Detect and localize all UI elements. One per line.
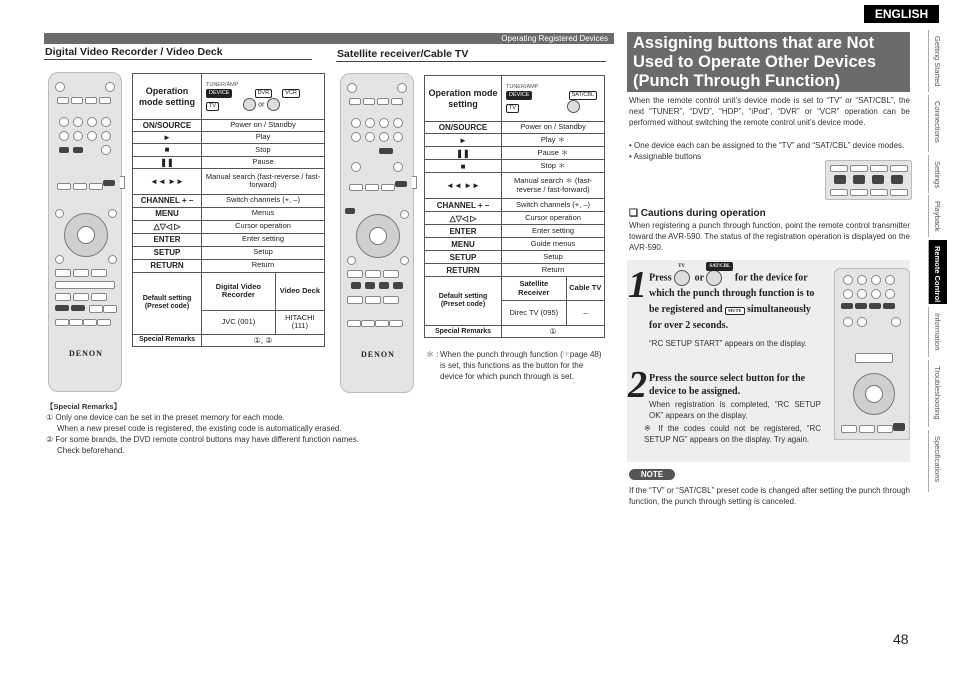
side-tab-label: Troubleshooting xyxy=(933,366,942,420)
sat-row-function: Enter setting xyxy=(502,225,605,238)
side-tab-settings[interactable] xyxy=(928,155,947,193)
dvr-row-button: △▽◁ ▷ xyxy=(133,220,202,233)
dvr-row-button: ON/SOURCE xyxy=(133,120,202,132)
sat-table-row xyxy=(425,134,605,147)
step-1-number: 1 xyxy=(628,264,647,306)
side-tab-label: Getting Started xyxy=(933,36,942,87)
sat-row-function: Manual search ＊ (fast-reverse / fast-forward) xyxy=(502,173,605,199)
step-1-press: Press xyxy=(649,272,672,284)
remote-illustration-dvr xyxy=(48,72,122,392)
remote-brand-logo: DENON xyxy=(69,349,103,358)
sat-row-button: ► xyxy=(425,134,502,147)
side-tab-label: Connections xyxy=(933,101,942,143)
dvr-table-row xyxy=(133,220,325,233)
vcr-chip: VCR xyxy=(282,89,300,98)
dvr-table-row xyxy=(133,207,325,220)
dvr-table-row xyxy=(133,144,325,156)
dvr-preset-dvr: JVC (001) xyxy=(202,310,276,334)
step-1-main: for the device for which the punch through function is to be registered and xyxy=(649,272,815,316)
sat-special-label: Special Remarks xyxy=(425,326,502,338)
step-1-sat-chip: SAT/CBL xyxy=(706,262,733,271)
sat-button-icon xyxy=(567,100,580,113)
section-label: Operating Registered Devices xyxy=(501,34,608,43)
special-remarks xyxy=(46,401,406,456)
side-tab-specifications[interactable] xyxy=(928,430,947,492)
sat-row-button: ENTER xyxy=(425,225,502,238)
sat-preset-cable: – xyxy=(566,301,604,326)
sat-preset-sat: Direc TV (095) xyxy=(502,301,567,326)
bullet-1: • One device each can be assigned to the “TV” and “SAT/CBL” device modes. xyxy=(629,141,905,150)
dvr-section-title: Digital Video Recorder / Video Deck xyxy=(45,46,223,58)
step-1-sub: “RC SETUP START” appears on the display. xyxy=(649,339,807,348)
dvr-row-function: Enter setting xyxy=(202,233,325,246)
remark-1: ① Only one device can be set in the preset memory for each mode. xyxy=(46,413,285,422)
sat-mode-icons xyxy=(502,76,605,122)
sat-row-button: MENU xyxy=(425,238,502,251)
punch-intro: When the remote control unit’s device mode is set to “TV” or “SAT/CBL”, the next “TUNER”, “DVD”, “HDP”, “iPod”, “DVR” or “VCR” operation can be performed without switching the remote control unit’s device mode. xyxy=(629,96,910,127)
step-2-sub2: ※ If the codes could not be registered, “RC SETUP NG” appears on the display. Try again. xyxy=(644,424,821,444)
device-chip-sat: DEVICE xyxy=(506,91,532,100)
tv-chip: TV xyxy=(206,102,219,111)
dvr-mode-icons xyxy=(202,74,325,120)
dvr-row-button: CHANNEL + – xyxy=(133,194,202,207)
dvr-operation-table xyxy=(132,73,325,347)
tuner-amp-label-sat: TUNER/AMP xyxy=(506,83,539,90)
sat-cbl-chip: SAT/CBL xyxy=(569,91,598,100)
sat-row-function: Power on / Standby xyxy=(502,122,605,134)
side-tab-remote-control[interactable] xyxy=(928,240,947,304)
step-2-number: 2 xyxy=(628,364,647,406)
step-1-main2: simultaneously for over 2 seconds. xyxy=(649,304,811,332)
dvr-table-row xyxy=(133,156,325,168)
sat-row-function: Setup xyxy=(502,251,605,264)
side-tab-information[interactable] xyxy=(928,307,947,357)
sat-title-underline xyxy=(336,61,606,62)
sat-section-title: Satellite receiver/Cable TV xyxy=(337,48,469,60)
sat-row-function: Return xyxy=(502,264,605,277)
sat-default-label: Default setting (Preset code) xyxy=(425,277,502,326)
dvr-row-function: Switch channels (+, –) xyxy=(202,194,325,207)
sat-table-row xyxy=(425,264,605,277)
sat-row-function: Pause ＊ xyxy=(502,147,605,160)
dvr-preset-vcr: HITACHI (111) xyxy=(275,310,324,334)
language-badge: ENGLISH xyxy=(864,5,939,23)
page-number: 48 xyxy=(893,631,909,647)
sat-row-button: △▽◁ ▷ xyxy=(425,212,502,225)
dvr-table-row xyxy=(133,233,325,246)
dvr-row-button: MENU xyxy=(133,207,202,220)
sat-row-function: Play ＊ xyxy=(502,134,605,147)
sat-row-function: Switch channels (+, –) xyxy=(502,199,605,212)
footnote-text: When the punch through function (☞page 48) is set, this functions as the button for the device for which punch through is set. xyxy=(440,350,602,381)
dvr-row-function: Pause xyxy=(202,156,325,168)
dvr-table-row xyxy=(133,132,325,144)
remote-brand-logo-sat: DENON xyxy=(361,350,395,359)
sat-row-function: Guide menus xyxy=(502,238,605,251)
dvr-row-function: Manual search (fast-reverse / fast-forward) xyxy=(202,168,325,194)
sat-table-row xyxy=(425,122,605,134)
dvr-table-row xyxy=(133,120,325,132)
sat-row-button: SETUP xyxy=(425,251,502,264)
sat-footnote xyxy=(426,349,606,382)
dvr-op-mode-header: Operation mode setting xyxy=(133,74,202,120)
remark-2: ② For some brands, the DVD remote control buttons may have different function names. xyxy=(46,435,359,444)
dvr-row-button: SETUP xyxy=(133,246,202,259)
dvr-row-function: Stop xyxy=(202,144,325,156)
dvr-row-button: ■ xyxy=(133,144,202,156)
note-text: If the “TV” or “SAT/CBL” preset code is changed after setting the punch through function, the punch through setting is canceled. xyxy=(629,486,910,506)
sat-row-function: Stop ＊ xyxy=(502,160,605,173)
sat-table-row xyxy=(425,173,605,199)
dvr-row-button: ► xyxy=(133,132,202,144)
dvr-default-label: Default setting (Preset code) xyxy=(133,272,202,334)
side-tab-playback[interactable] xyxy=(928,195,947,237)
sat-op-mode-header: Operation mode setting xyxy=(425,76,502,122)
side-tab-label: Remote Control xyxy=(933,246,942,303)
sat-table-row xyxy=(425,160,605,173)
remark-1b: When a new preset code is registered, the existing code is automatically erased. xyxy=(57,424,342,433)
sat-rows xyxy=(425,122,605,277)
step-2-sub1: When registration is completed, “RC SETUP OK” appears on the display. xyxy=(649,400,821,420)
dvr-table-row xyxy=(133,194,325,207)
dvr-col-vcr: Video Deck xyxy=(275,272,324,310)
or-label: or xyxy=(258,101,265,109)
sat-row-button: CHANNEL + – xyxy=(425,199,502,212)
dvr-row-function: Power on / Standby xyxy=(202,120,325,132)
section-header-bar xyxy=(44,33,614,44)
step-1-or: or xyxy=(694,272,704,284)
remote-marker-sat xyxy=(412,176,417,189)
side-tab-label: Settings xyxy=(933,161,942,189)
sat-table-row xyxy=(425,212,605,225)
dvr-table-row xyxy=(133,259,325,272)
remote-illustration-step xyxy=(834,268,910,440)
sat-table-row xyxy=(425,251,605,264)
dvr-row-button: ❚❚ xyxy=(133,156,202,168)
remark-2b: Check beforehand. xyxy=(57,446,125,455)
dvr-title-underline xyxy=(44,59,312,60)
dvr-chip: DVR xyxy=(255,89,273,98)
special-remarks-title: 【Special Remarks】 xyxy=(46,402,122,411)
dvr-col-dvr: Digital Video Recorder xyxy=(202,272,276,310)
dvr-table-row xyxy=(133,168,325,194)
sat-row-function: Cursor operation xyxy=(502,212,605,225)
cautions-title: ❑ Cautions during operation xyxy=(629,208,766,219)
sat-row-button: ❚❚ xyxy=(425,147,502,160)
dvr-rows xyxy=(133,120,325,273)
sat-row-button: ◄◄ ►► xyxy=(425,173,502,199)
sat-table-row xyxy=(425,225,605,238)
side-tab-label: Information xyxy=(933,313,942,351)
sat-table-row xyxy=(425,238,605,251)
step-1-text xyxy=(649,264,819,334)
dvr-special-value: ①, ② xyxy=(202,334,325,346)
dvr-button-icon xyxy=(243,98,256,111)
sat-row-button: ON/SOURCE xyxy=(425,122,502,134)
sat-table-row xyxy=(425,147,605,160)
side-tab-label: Specifications xyxy=(933,436,942,483)
sat-special-value: ① xyxy=(502,326,605,338)
dvr-row-button: RETURN xyxy=(133,259,202,272)
sat-col-cable: Cable TV xyxy=(566,277,604,301)
side-tab-getting-started[interactable] xyxy=(928,30,947,92)
sat-operation-table xyxy=(424,75,605,338)
tv-button-icon xyxy=(674,270,690,286)
dvr-row-function: Cursor operation xyxy=(202,220,325,233)
step-1-tv-chip: TV xyxy=(678,264,686,269)
dvr-table-row xyxy=(133,246,325,259)
punch-through-title: Assigning buttons that are Not Used to Operate Other Devices (Punch Through Function) xyxy=(627,32,910,92)
assignable-buttons-strip xyxy=(825,160,912,200)
mute-button-icon: MUTE xyxy=(725,307,745,315)
vcr-button-icon xyxy=(267,98,280,111)
dvr-row-button: ◄◄ ►► xyxy=(133,168,202,194)
punch-bullets xyxy=(629,140,910,162)
remote-illustration-sat xyxy=(340,73,414,393)
dvr-row-function: Play xyxy=(202,132,325,144)
sat-cbl-button-icon xyxy=(706,270,722,286)
sat-row-button: RETURN xyxy=(425,264,502,277)
dvr-row-button: ENTER xyxy=(133,233,202,246)
dvr-special-label: Special Remarks xyxy=(133,334,202,346)
bullet-2: • Assignable buttons xyxy=(629,152,702,161)
side-tab-connections[interactable] xyxy=(928,95,947,152)
dvr-row-function: Menus xyxy=(202,207,325,220)
side-tab-label: Playback xyxy=(933,201,942,232)
side-tab-troubleshooting[interactable] xyxy=(928,360,947,427)
remote-marker-dvr xyxy=(120,176,125,189)
tv-chip-sat: TV xyxy=(506,104,519,113)
sat-col-sat: Satellite Receiver xyxy=(502,277,567,301)
dvr-row-function: Setup xyxy=(202,246,325,259)
tuner-amp-label: TUNER/AMP xyxy=(206,81,239,88)
step-2-text: Press the source select button for the device to be assigned. xyxy=(649,373,806,397)
note-label: NOTE xyxy=(629,469,675,480)
sat-table-row xyxy=(425,199,605,212)
cautions-text: When registering a punch through function, point the remote control transmitter toward the AVR-590. The status of the registration operation is displayed on the AVR-590. xyxy=(629,221,910,252)
device-chip: DEVICE xyxy=(206,89,232,98)
footnote-mark: ＊ : xyxy=(426,350,439,359)
sat-row-button: ■ xyxy=(425,160,502,173)
dvr-row-function: Return xyxy=(202,259,325,272)
